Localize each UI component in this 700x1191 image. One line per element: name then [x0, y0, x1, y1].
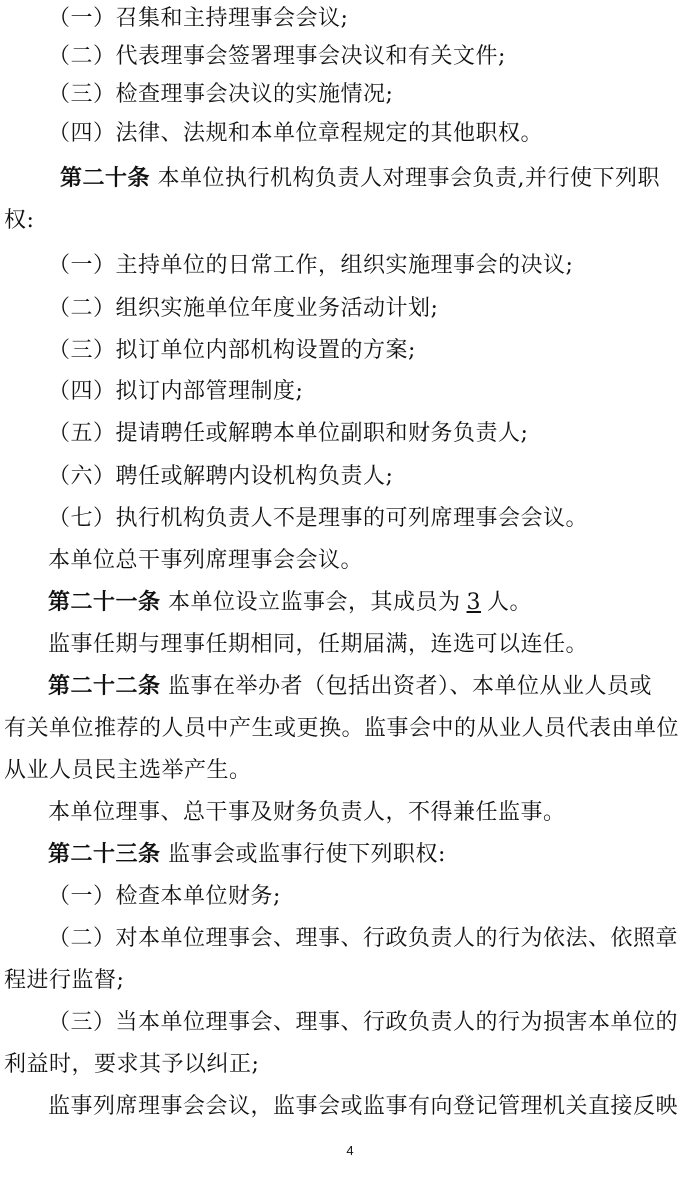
- list-item: （一）主持单位的日常工作，组织实施理事会的决议;: [48, 253, 574, 278]
- list-item: （三）当本单位理事会、理事、行政负责人的行为损害本单位的: [48, 1010, 679, 1035]
- paragraph: 监事列席理事会会议，监事会或监事有向登记管理机关直接反映: [48, 1094, 679, 1119]
- list-item: （五）提请聘任或解聘本单位副职和财务负责人;: [48, 421, 529, 446]
- article-text-continued: 从业人员民主选举产生。: [4, 758, 252, 783]
- article-text: 监事在举办者（包括出资者）、本单位从业人员或: [168, 674, 653, 699]
- page-number: 4: [346, 1143, 354, 1158]
- article-text: 人。: [487, 590, 533, 615]
- list-item: （一）检查本单位财务;: [48, 884, 281, 909]
- list-item: （一）召集和主持理事会会议;: [48, 6, 349, 31]
- article-20-heading: [60, 164, 700, 194]
- article-text: 监事会或监事行使下列职权:: [168, 842, 446, 867]
- article-text-continued: 有关单位推荐的人员中产生或更换。监事会中的从业人员代表由单位: [4, 716, 680, 741]
- list-item: （四）拟订内部管理制度;: [48, 379, 304, 404]
- member-count: 3: [466, 590, 482, 615]
- article-title: 第二十二条: [48, 674, 161, 699]
- article-text-continued: 权:: [4, 208, 35, 233]
- list-item: （二）代表理事会签署理事会决议和有关文件;: [48, 44, 506, 69]
- paragraph: 本单位总干事列席理事会会议。: [48, 548, 364, 573]
- article-21-heading: [48, 588, 694, 618]
- list-item: （四）法律、法规和本单位章程规定的其他职权。: [48, 121, 544, 146]
- article-title: 第二十三条: [48, 842, 161, 867]
- list-item: （二）组织实施单位年度业务活动计划;: [48, 296, 439, 321]
- article-text: 本单位设立监事会，其成员为: [168, 590, 461, 615]
- paragraph: 监事任期与理事任期相同，任期届满，连选可以连任。: [48, 632, 589, 657]
- list-item: （六）聘任或解聘内设机构负责人;: [48, 464, 394, 489]
- list-item: （三）检查理事会决议的实施情况;: [48, 82, 394, 107]
- list-item: （三）拟订单位内部机构设置的方案;: [48, 338, 416, 363]
- list-item-continued: 程进行监督;: [4, 968, 125, 993]
- article-23-heading: [48, 840, 694, 870]
- list-item: （二）对本单位理事会、理事、行政负责人的行为依法、依照章: [48, 926, 679, 951]
- paragraph: 本单位理事、总干事及财务负责人，不得兼任监事。: [48, 800, 566, 825]
- article-text: 本单位执行机构负责人对理事会负责,并行使下列职: [157, 166, 661, 191]
- list-item: （七）执行机构负责人不是理事的可列席理事会会议。: [48, 506, 589, 531]
- article-22-heading: [48, 672, 694, 702]
- article-title: 第二十一条: [48, 590, 161, 615]
- article-title: 第二十条: [60, 166, 151, 191]
- list-item-continued: 利益时，要求其予以纠正;: [4, 1052, 260, 1077]
